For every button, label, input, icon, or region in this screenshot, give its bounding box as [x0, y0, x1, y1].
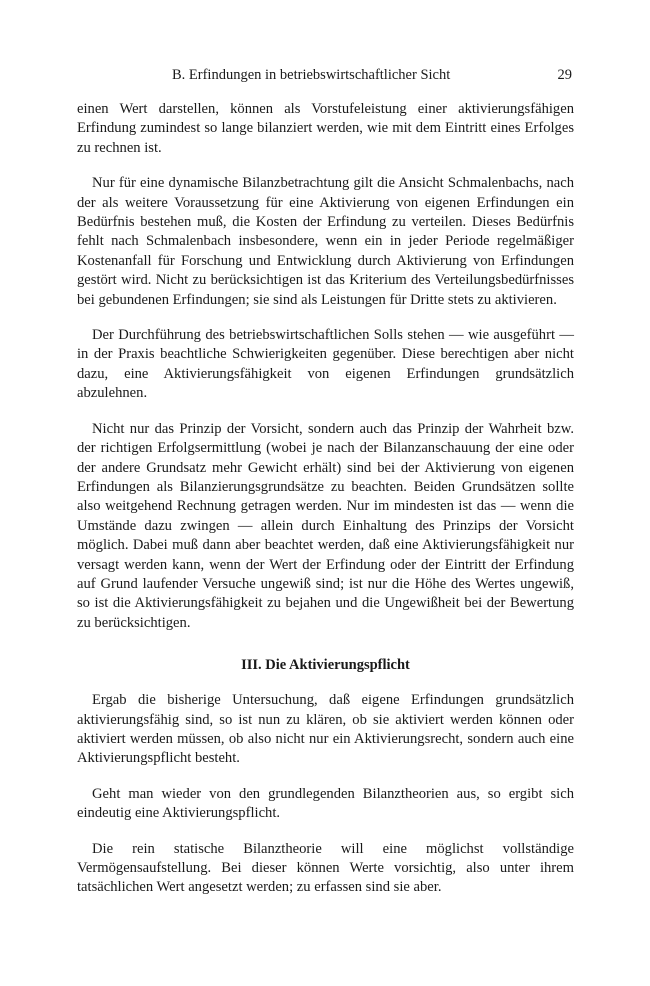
paragraph-4: Nicht nur das Prinzip der Vorsicht, sondern auch das Prinzip der Wahrheit bzw. der richtigen Erfolgsermittlung (wobei je nach der Bilanzanschauung der eine oder der andere Grundsatz mehr Gewicht erhält) sind bei der Aktivierung von eigenen Erfindungen als Bilanzierungsgrundsätze zu beachten. Beiden Grundsätzen sollte also weitgehend Rechnung getragen werden. Nur im mindesten ist das — wenn die Umstände dazu zwingen — allein durch Einhaltung des Prinzips der Vorsicht möglich. Dabei muß dann aber beachtet werden, daß eine Aktivierungsfähigkeit nur versagt werden kann, wenn der Wert der Erfindung oder der Eintritt der Erfindung auf Grund laufender Versuche ungewiß sind; ist nur die Höhe des Wertes ungewiß, so ist die Aktivierungsfähigkeit zu bejahen und die Ungewißheit bei der Bewertung zu berücksichtigen. [77, 420, 574, 631]
running-title: B. Erfindungen in betriebswirtschaftlicher Sicht [172, 67, 451, 83]
paragraph-7: Die rein statische Bilanztheorie will eine möglichst vollständige Vermögensaufstellung. Bei dieser können Werte vorsichtig, also unter ihrem tatsächlichen Wert angesetzt werden; zu erfassen sind sie aber. [77, 840, 574, 896]
running-header [77, 64, 574, 86]
book-page [77, 64, 574, 914]
paragraph-2: Nur für eine dynamische Bilanzbetrachtung gilt die Ansicht Schmalenbachs, nach der als weitere Voraussetzung für eine Aktivierung von eigenen Erfindungen ein Bedürfnis bestehen muß, die Kosten der Erfindung zu verteilen. Dieses Bedürfnis fehlt nach Schmalenbach insbesondere, wenn ein in jeder Periode regelmäßiger Kostenanfall für Forschung und Entwicklung durch Aktivierung von Erfindungen gestört wird. Nicht zu berücksichtigen ist das Kriterium des Verteilungsbedürfnisses bei gebundenen Erfindungen; sie sind als Leistungen für Dritte stets zu aktivieren. [77, 175, 574, 308]
paragraph-3: Der Durchführung des betriebswirtschaftlichen Solls stehen — wie ausgeführt — in der Praxis beachtliche Schwierigkeiten gegenüber. Diese berechtigen aber nicht dazu, eine Aktivierungsfähigkeit von eigenen Erfindungen grundsätzlich abzulehnen. [77, 327, 574, 402]
paragraph-6: Geht man wieder von den grundlegenden Bilanztheorien aus, so ergibt sich eindeutig eine Aktivierungspflicht. [77, 785, 574, 822]
paragraph-1: einen Wert darstellen, können als Vorstufeleistung einer aktivierungsfähigen Erfindung zumindest so lange bilanziert werden, wie mit dem Eintritt eines Erfolges zu rechnen ist. [77, 101, 574, 156]
section-heading: III. Die Aktivierungspflicht [241, 657, 410, 674]
page-number: 29 [557, 67, 572, 83]
body-text [77, 100, 574, 898]
paragraph-5: Ergab die bisherige Untersuchung, daß eigene Erfindungen grundsätzlich aktivierungsfähig sind, so ist nun zu klären, ob sie aktiviert werden können oder aktiviert werden müssen, ob also nicht nur ein Aktivierungsrecht, sondern auch eine Aktivierungspflicht besteht. [77, 692, 574, 767]
